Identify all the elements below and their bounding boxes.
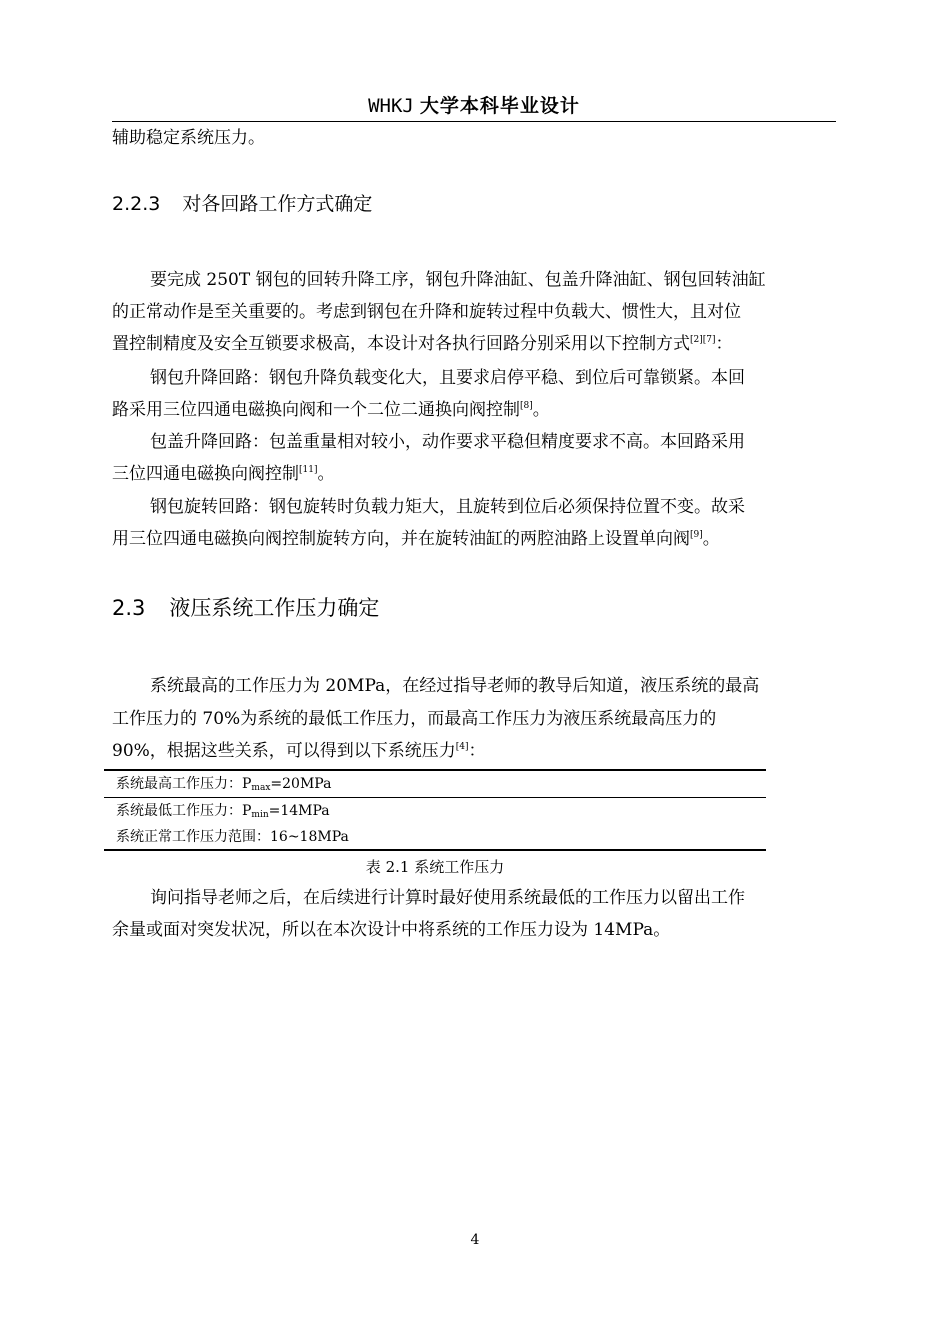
para1-line3-text: 置控制精度及安全互锁要求极高，本设计对各执行回路分别采用以下控制方式	[112, 334, 690, 354]
table-cell: 系统最低工作压力：P	[116, 803, 252, 819]
page-number: 4	[470, 1232, 480, 1248]
para3-line2	[112, 458, 334, 490]
subscript: min	[251, 810, 269, 820]
table-value: =20MPa	[270, 776, 332, 792]
para1-line2: 的正常动作是至关重要的。考虑到钢包在升降和旋转过程中负载大、惯性大，且对位	[112, 302, 741, 322]
citation: [11]	[299, 465, 318, 475]
table-top-rule	[104, 769, 766, 771]
table-row-max	[116, 773, 331, 793]
section-title: 对各回路工作方式确定	[182, 193, 373, 215]
para3-line1: 包盖升降回路：包盖重量相对较小，动作要求平稳但精度要求不高。本回路采用	[150, 432, 745, 452]
continuation-line: 辅助稳定系统压力。	[112, 128, 265, 148]
para5-line3	[112, 735, 486, 767]
citation: [4]	[455, 742, 469, 752]
para5-line3-text: 90%，根据这些关系，可以得到以下系统压力	[112, 741, 456, 761]
section-heading-2-3	[112, 592, 379, 622]
punctuation: ：	[715, 334, 733, 354]
para4-line1: 钢包旋转回路：钢包旋转时负载力矩大，且旋转到位后必须保持位置不变。故采	[150, 497, 745, 517]
table-value: =14MPa	[268, 803, 330, 819]
punctuation: ：	[468, 741, 486, 761]
header-title: 大学本科毕业设计	[419, 95, 580, 117]
section-title: 液压系统工作压力确定	[169, 596, 380, 620]
para5-line1: 系统最高的工作压力为 20MPa，在经过指导老师的教导后知道，液压系统的最高	[150, 676, 760, 696]
para3-line2-text: 三位四通电磁换向阀控制	[112, 464, 299, 484]
para6-line2: 余量或面对突发状况，所以在本次设计中将系统的工作压力设为 14MPa。	[112, 920, 671, 940]
citation: [9]	[690, 530, 703, 540]
punctuation: 。	[532, 400, 550, 420]
citation: [2][7]	[690, 335, 716, 345]
section-number: 2.2.3	[112, 193, 161, 215]
para4-line2-text: 用三位四通电磁换向阀控制旋转方向，并在旋转油缸的两腔油路上设置单向阀	[112, 529, 690, 549]
punctuation: 。	[702, 529, 720, 549]
running-header	[112, 92, 836, 120]
para2-line2	[112, 394, 550, 426]
citation: [8]	[520, 401, 533, 411]
punctuation: 。	[317, 464, 335, 484]
section-number: 2.3	[112, 596, 146, 620]
para2-line2-text: 路采用三位四通电磁换向阀和一个二位二通换向阀控制	[112, 400, 520, 420]
para1-line1: 要完成 250T 钢包的回转升降工序，钢包升降油缸、包盖升降油缸、钢包回转油缸	[150, 270, 766, 290]
section-heading-2-2-3	[112, 189, 372, 216]
para5-line2: 工作压力的 70%为系统的最低工作压力，而最高工作压力为液压系统最高压力的	[112, 709, 717, 729]
subscript: max	[251, 783, 271, 793]
table-mid-rule	[104, 797, 766, 798]
para1-line3	[112, 328, 733, 360]
para6-line1: 询问指导老师之后，在后续进行计算时最好使用系统最低的工作压力以留出工作	[150, 888, 745, 908]
header-latin: WHKJ	[368, 95, 414, 117]
table-row-range: 系统正常工作压力范围：16~18MPa	[116, 829, 349, 845]
table-cell: 系统最高工作压力：P	[116, 776, 252, 792]
para2-line1: 钢包升降回路：钢包升降负载变化大，且要求启停平稳、到位后可靠锁紧。本回	[150, 368, 745, 388]
table-bottom-rule	[104, 849, 766, 851]
para4-line2	[112, 523, 720, 555]
table-caption: 表 2.1 系统工作压力	[365, 858, 505, 876]
table-row-min	[116, 800, 330, 820]
